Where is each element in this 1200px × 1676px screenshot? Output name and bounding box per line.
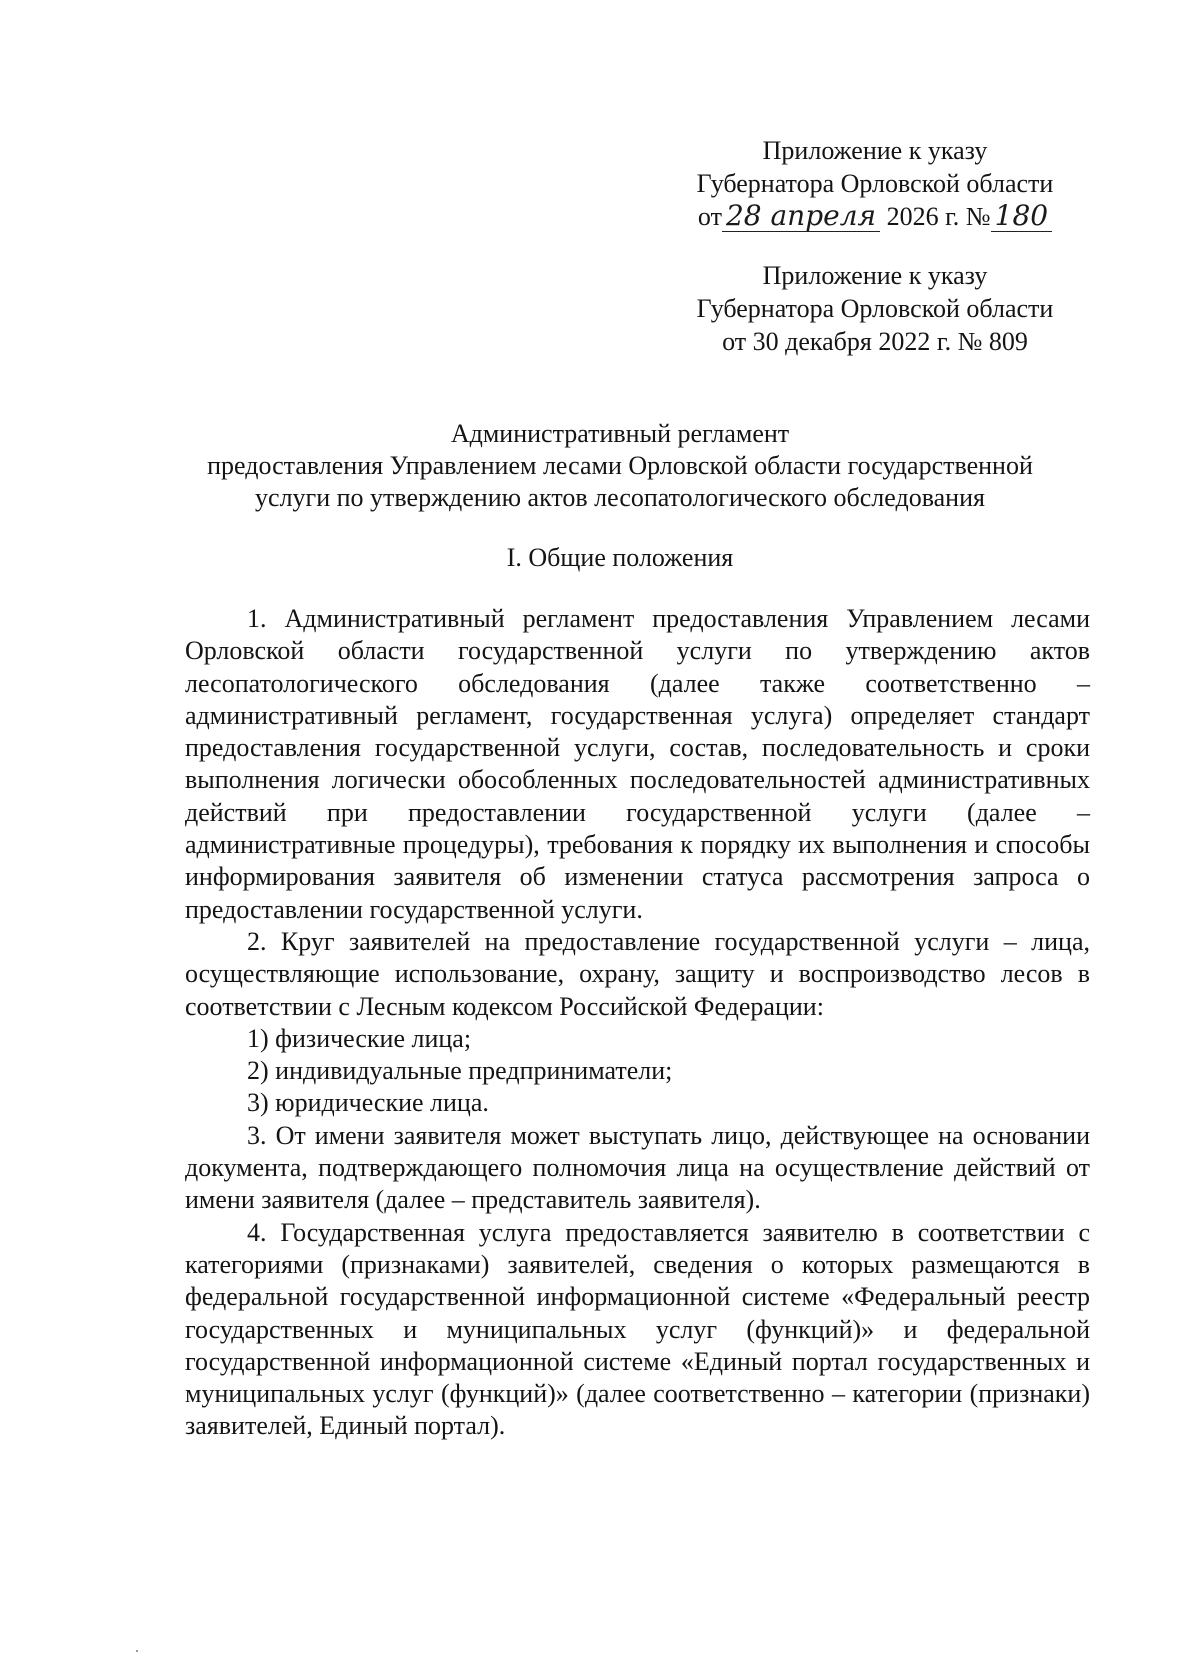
title-line1: Административный регламент	[450, 419, 790, 448]
year-and-number-label: 2026 г. №	[886, 202, 991, 231]
title-line2: предоставления Управлением лесами Орловской области государственной	[207, 451, 1033, 480]
paragraph-4: 4. Государственная услуга предоставляется заявителю в соответствии с категориями (признаками) заявителей, сведения о которых размещаются в федеральной государственной информационной системе «Федеральный реестр государственных и муниципальных услуг (функций)» и федеральной государственной информационной системе «Единый портал государственных и муниципальных услуг (функций)» (далее соответственно – категории (признаки) заявителей, Единый портал).	[185, 1217, 1090, 1441]
scan-speck	[136, 1650, 138, 1652]
handwritten-date: 28 апреля	[722, 202, 880, 232]
appendix-date-line	[640, 200, 1110, 233]
appendix-header-line1: Приложение к указу	[762, 136, 988, 165]
paragraph-3: 3. От имени заявителя может выступать лицо, действующее на основании документа, подтверждающего полномочия лица на осуществление действий от имени заявителя (далее – представитель заявителя).	[185, 1120, 1090, 1215]
appendix-header-line2: Губернатора Орловской области	[696, 169, 1054, 198]
document-title	[150, 418, 1090, 514]
document-body	[185, 603, 1090, 1443]
section-heading	[150, 542, 1090, 574]
list-item-3: 3) юридические лица.	[247, 1088, 489, 1118]
date-prefix: от	[697, 202, 722, 231]
paragraph-2: 2. Круг заявителей на предоставление государственной услуги – лица, осуществляющие использование, охрану, защиту и воспроизводство лесов в соответствии с Лесным кодексом Российской Федерации:	[185, 926, 1090, 1021]
title-line3: услуги по утверждению актов лесопатологического обследования	[255, 483, 985, 512]
appendix-header-new	[640, 134, 1110, 233]
handwritten-number: 180	[991, 202, 1052, 232]
original-header-line1: Приложение к указу	[762, 261, 988, 290]
original-header-line2: Губернатора Орловской области	[696, 294, 1054, 323]
appendix-header-original	[640, 259, 1110, 358]
list-item-2: 2) индивидуальные предприниматели;	[247, 1056, 673, 1086]
paragraph-1: 1. Административный регламент предоставления Управлением лесами Орловской области государственной услуги по утверждению актов лесопатологического обследования (далее также соответственно – административный регламент, государственная услуга) определяет стандарт предоставления государственной услуги, состав, последовательность и сроки выполнения логически обособленных последовательностей административных действий при предоставлении государственной услуги (далее – административные процедуры), требования к порядку их выполнения и способы информирования заявителя об изменении статуса рассмотрения запроса о предоставлении государственной услуги.	[185, 604, 1090, 924]
original-header-line3: от 30 декабря 2022 г. № 809	[722, 327, 1028, 356]
list-item-1: 1) физические лица;	[247, 1023, 472, 1053]
section-title: I. Общие положения	[506, 543, 734, 572]
